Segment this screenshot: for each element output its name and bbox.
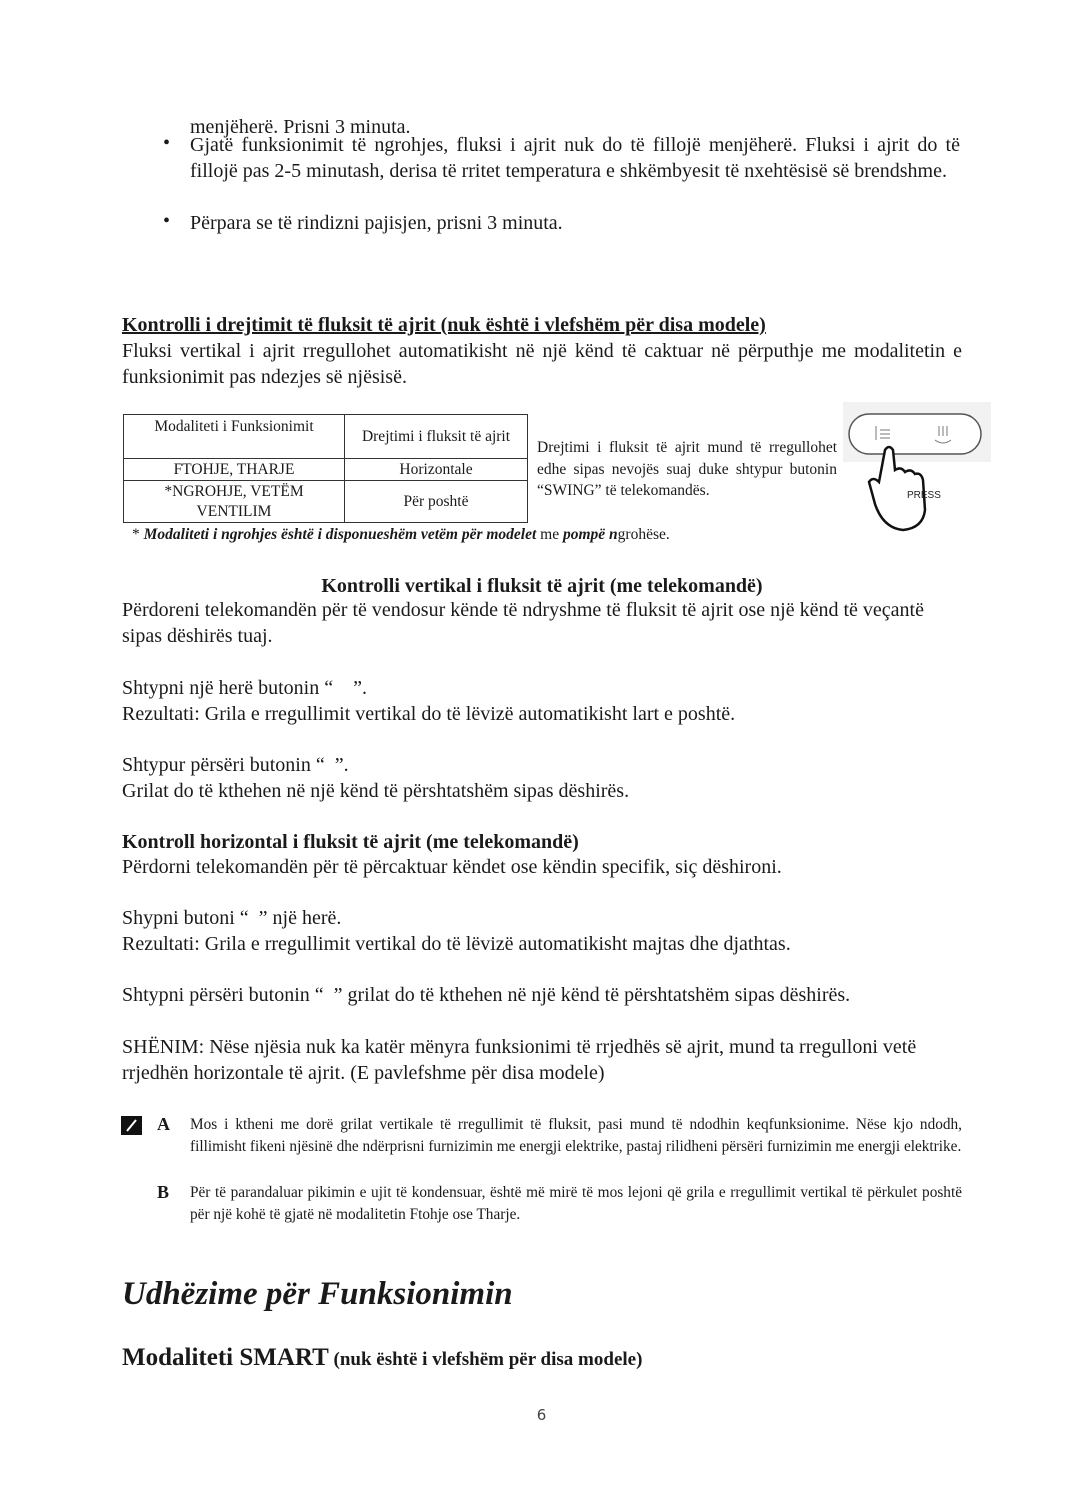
bullet: • [163, 210, 171, 232]
vertical-result: Grilat do të kthehen në një kënd të përshtatshëm sipas dëshirës. [122, 780, 630, 802]
vertical-step: Shtypur përsëri butonin “ ”. [122, 754, 349, 776]
page-number: 6 [536, 1406, 547, 1424]
warning-text: Për të parandaluar pikimin e ujit të kondensuar, është më mirë të mos lejoni që grila e rregullimit vertikal të përkulet poshtë për një kohë të gjatë në modalitetin Ftohje ose Tharje. [190, 1184, 962, 1223]
horizontal-step: Shypni butoni “ ” një herë. [122, 907, 342, 929]
remote-swing-press-illustration [843, 402, 991, 532]
pencil-note-icon [121, 1116, 142, 1135]
horizontal-result: Rezultati: Grila e rregullimit vertikal do të lëvizë automatikisht majtas dhe djathtas. [122, 933, 791, 955]
footnote [132, 526, 670, 544]
bullet: • [163, 132, 171, 154]
footnote-bold: Modaliteti i ngrohjes është i disponueshëm vetëm për modelet [143, 526, 537, 543]
horizontal-heading: Kontroll horizontal i fluksit të ajrit (me telekomandë) [122, 831, 579, 853]
table-cell: FTOHJE, THARJE [124, 459, 345, 481]
mode-table [123, 414, 528, 523]
horizontal-paragraph: Përdorni telekomandën për të përcaktuar këndet ose këndin specifik, siç dëshironi. [122, 856, 782, 878]
press-label: PRESS [907, 490, 941, 501]
warning-text: Mos i ktheni me dorë grilat vertikale të rregullimit të fluksit, pasi mund të ndodhin keqfunksionime. Nëse kjo ndodh, fillimisht fikeni njësinë dhe ndërprisni furnizimin me energji elektrike, pastaj rilidheni përsëri furnizimin me energji elektrike. [190, 1116, 962, 1155]
vertical-result: Rezultati: Grila e rregullimit vertikal do të lëvizë automatikisht lart e poshtë. [122, 703, 736, 725]
footnote-end: grohëse. [617, 526, 670, 543]
table-header: Drejtimi i fluksit të ajrit [345, 415, 528, 459]
vertical-heading: Kontrolli vertikal i fluksit të ajrit (me telekomandë) [321, 575, 763, 597]
warning-letter: A [157, 1114, 170, 1134]
swing-description: Drejtimi i fluksit të ajrit mund të rregullohet edhe sipas nevojës suaj duke shtypur butonin “SWING” të telekomandës. [537, 439, 837, 499]
warning-letter: B [157, 1182, 170, 1202]
footnote-star: * [132, 526, 144, 543]
direction-paragraph: Fluksi vertikal i ajrit rregullohet automatikisht në një kënd të caktuar në përputhje me modalitetin e funksionimit pas ndezjes së njësisë. [122, 340, 962, 388]
smart-subtitle: (nuk është i vlefshëm për disa modele) [328, 1349, 643, 1370]
section-title: Udhëzime për Funksionimin [122, 1276, 513, 1312]
vertical-paragraph: Përdoreni telekomandën për të vendosur kënde të ndryshme të fluksit të ajrit ose një kënd të veçantë sipas dëshirës tuaj. [122, 599, 924, 647]
footnote-mid: me [536, 526, 563, 543]
smart-title: Modaliteti SMART [122, 1344, 329, 1371]
footnote-bold2: pompë n [562, 526, 618, 543]
note-paragraph: SHËNIM: Nëse njësia nuk ka katër mënyra funksionimi të rrjedhës së ajrit, mund ta rregulloni vetë rrjedhën horizontale të ajrit. (E pavlefshme për disa modele) [122, 1036, 917, 1084]
vertical-step: Shtypni një herë butonin “ ”. [122, 677, 367, 699]
table-cell: Për poshtë [345, 481, 528, 523]
horizontal-step: Shtypni përsëri butonin “ ” grilat do të kthehen në një kënd të përshtatshëm sipas dëshirës. [122, 984, 851, 1006]
bullet-text: Gjatë funksionimit të ngrohjes, fluksi i ajrit nuk do të fillojë menjëherë. Fluksi i ajrit do të fillojë pas 2-5 minutash, derisa të rritet temperatura e shkëmbyesit të nxehtësisë së brendshme. [190, 134, 960, 182]
table-cell: *NGROHJE, VETËM VENTILIM [124, 481, 345, 523]
table-header: Modaliteti i Funksionimit [124, 415, 345, 459]
intro-continuation: menjëherë. Prisni 3 minuta. [190, 116, 411, 138]
smart-heading [122, 1344, 642, 1372]
direction-heading: Kontrolli i drejtimit të fluksit të ajrit (nuk është i vlefshëm për disa modele) [122, 314, 766, 336]
table-cell: Horizontale [345, 459, 528, 481]
bullet-text: Përpara se të rindizni pajisjen, prisni 3 minuta. [190, 212, 563, 234]
